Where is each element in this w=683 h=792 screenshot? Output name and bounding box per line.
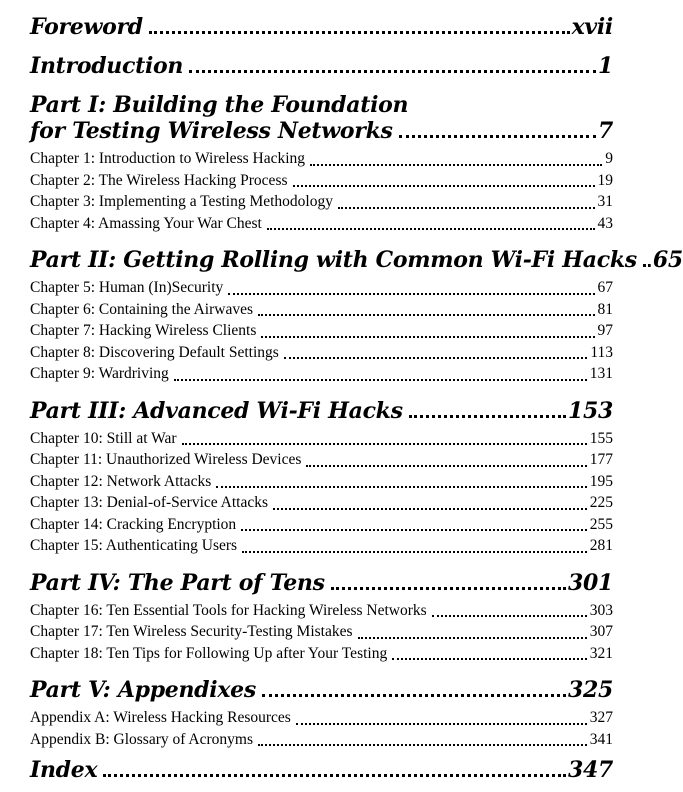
toc-entry-page: 225 (589, 494, 613, 511)
dot-leader (331, 570, 566, 590)
dot-leader (242, 535, 587, 553)
toc-entry-label: Chapter 18: Ten Tips for Following Up after Your Testing (30, 644, 388, 662)
toc-entry-page: 19 (597, 171, 613, 189)
toc-entry-page: 153 (567, 397, 613, 424)
toc-entry-label: Chapter 11: Unauthorized Wireless Devices (30, 451, 302, 468)
toc-chapter-row (30, 213, 613, 235)
toc-chapter-row (30, 535, 613, 557)
toc-heading-row (30, 14, 613, 40)
toc-entry-label: Part II: Getting Rolling with Common Wi-Fi Hacks (30, 247, 637, 273)
dot-leader (261, 320, 594, 338)
dot-leader (228, 277, 594, 295)
toc-entry-label: Chapter 7: Hacking Wireless Clients (30, 322, 257, 339)
toc-entry-page: 155 (589, 429, 613, 447)
toc-entry-page: 195 (589, 472, 613, 490)
dot-leader (258, 299, 595, 317)
toc-entry-page: 67 (597, 279, 613, 296)
toc-entry-label: Appendix B: Glossary of Acronyms (30, 730, 254, 748)
toc-chapter-row (30, 621, 613, 643)
dot-leader (338, 191, 595, 209)
toc-heading-row (30, 757, 613, 783)
toc-entry-page: 97 (597, 322, 613, 339)
toc-chapter-row (30, 729, 613, 751)
toc-entry-label: Appendix A: Wireless Hacking Resources (30, 709, 291, 726)
toc-chapter-row (30, 148, 613, 170)
toc-chapter-row (30, 643, 613, 665)
toc-heading-row (30, 677, 613, 703)
toc-chapter-row (30, 600, 613, 622)
dot-leader (296, 707, 587, 725)
toc-entry-page: 325 (567, 677, 613, 703)
toc-chapter-row (30, 363, 613, 385)
toc-entry-page: 43 (597, 214, 613, 232)
toc-entry-label: Chapter 4: Amassing Your War Chest (30, 214, 262, 232)
toc-entry-label: Chapter 6: Containing the Airwaves (30, 300, 253, 318)
toc-entry-page: 7 (597, 118, 613, 144)
toc-entry-label: Chapter 14: Cracking Encryption (30, 515, 237, 533)
toc-entry-label: Chapter 3: Implementing a Testing Methodology (30, 193, 333, 210)
dot-leader (216, 471, 587, 489)
toc-chapter-row (30, 277, 613, 299)
dot-leader (432, 600, 587, 618)
dot-leader (262, 677, 566, 697)
toc-entry-label: Chapter 9: Wardriving (30, 365, 169, 382)
toc-entry-page: 9 (605, 150, 613, 167)
toc-entry-page: xvii (571, 14, 613, 40)
toc-entry-page: 347 (567, 757, 613, 783)
toc-entry-label: Foreword (30, 14, 143, 40)
toc-entry-page: 113 (590, 343, 613, 361)
toc-heading-row (30, 570, 613, 596)
dot-leader (643, 247, 651, 267)
dot-leader (241, 514, 587, 532)
toc-chapter-row (30, 191, 613, 213)
toc-entry-label: Chapter 8: Discovering Default Settings (30, 343, 279, 361)
toc-entry-page: 307 (589, 623, 613, 640)
dot-leader (103, 757, 566, 777)
toc-entry-label: Chapter 5: Human (In)Security (30, 279, 224, 296)
toc-entry-page: 301 (567, 569, 613, 596)
toc-entry-label: Chapter 12: Network Attacks (30, 472, 212, 490)
toc-entry-page: 327 (589, 709, 613, 726)
toc-entries (30, 14, 683, 783)
toc-chapter-row (30, 342, 613, 364)
dot-leader (310, 148, 602, 166)
toc-heading-row (30, 118, 613, 144)
toc-entry-page: 65 (652, 247, 683, 273)
toc-entry-page: 81 (597, 300, 613, 318)
dot-leader (182, 428, 587, 446)
toc-entry-label: Chapter 16: Ten Essential Tools for Hacking Wireless Networks (30, 601, 427, 619)
toc-entry-page: 1 (597, 53, 613, 79)
dot-leader (358, 621, 587, 639)
toc-chapter-row (30, 428, 613, 450)
toc-entry-page: 303 (589, 601, 613, 619)
toc-heading-row (30, 398, 613, 424)
dot-leader (399, 118, 596, 138)
dot-leader (267, 213, 595, 231)
toc-entry-label: for Testing Wireless Networks (30, 118, 393, 144)
toc-chapter-row (30, 320, 613, 342)
toc-entry-page: 177 (589, 451, 613, 468)
toc-entry-label: Part I: Building the Foundation (30, 92, 409, 118)
dot-leader (189, 53, 596, 73)
dot-leader (258, 729, 587, 747)
toc-chapter-row (30, 492, 613, 514)
toc-heading-row (30, 53, 613, 79)
toc-chapter-row (30, 707, 613, 729)
toc-entry-label: Chapter 17: Ten Wireless Security-Testing Mistakes (30, 623, 353, 640)
dot-leader (149, 14, 570, 34)
toc-entry-page: 131 (589, 365, 613, 382)
toc-entry-page: 255 (589, 515, 613, 533)
toc-entry-page: 341 (589, 730, 613, 748)
dot-leader (284, 342, 588, 360)
dot-leader (174, 363, 587, 381)
toc-entry-label: Part V: Appendixes (30, 677, 256, 703)
toc-entry-label: Chapter 15: Authenticating Users (30, 537, 238, 554)
toc-entry-label: Chapter 2: The Wireless Hacking Process (30, 171, 288, 189)
toc-chapter-row (30, 170, 613, 192)
dot-leader (273, 492, 587, 510)
dot-leader (409, 398, 566, 418)
dot-leader (293, 170, 595, 188)
dot-leader (392, 643, 587, 661)
toc-chapter-row (30, 514, 613, 536)
toc-entry-label: Part III: Advanced Wi-Fi Hacks (30, 397, 403, 424)
toc-entry-label: Index (30, 757, 98, 783)
toc-entry-page: 31 (597, 193, 613, 210)
toc-entry-page: 281 (589, 537, 613, 554)
toc-entry-label: Chapter 10: Still at War (30, 429, 177, 447)
toc-entry-label: Part IV: The Part of Tens (30, 569, 325, 596)
toc-entry-label: Introduction (30, 53, 184, 79)
toc-entry-page: 321 (589, 644, 613, 662)
dot-leader (306, 449, 586, 467)
toc-heading-row (30, 92, 613, 118)
toc-chapter-row (30, 471, 613, 493)
toc-entry-label: Chapter 1: Introduction to Wireless Hacking (30, 150, 306, 167)
toc-chapter-row (30, 299, 613, 321)
toc-entry-label: Chapter 13: Denial-of-Service Attacks (30, 494, 269, 511)
toc-heading-row (30, 247, 683, 273)
toc-chapter-row (30, 449, 613, 471)
